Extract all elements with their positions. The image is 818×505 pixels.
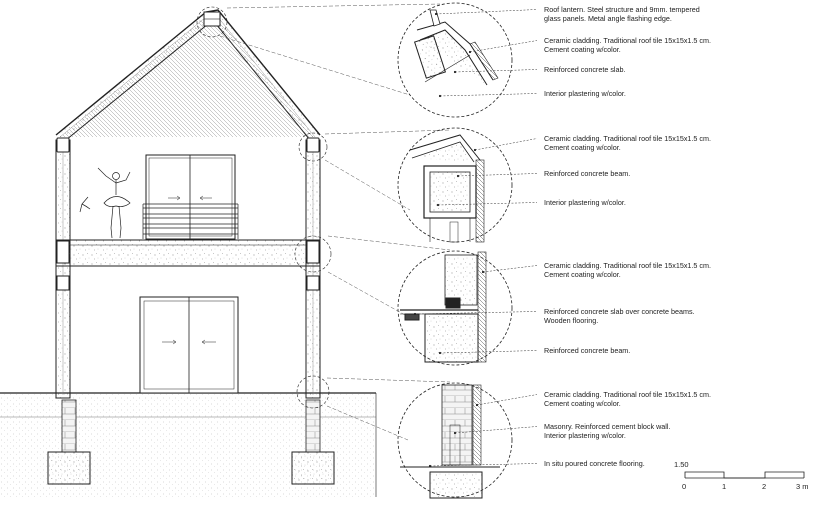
- annotation-text: Interior plastering w/color.: [544, 89, 626, 98]
- scale-tick-2: 2: [762, 482, 767, 491]
- leader-dot: [454, 71, 456, 73]
- detail-eave: [398, 128, 512, 242]
- leader-dot: [414, 313, 416, 315]
- scale-ratio: 1.50: [674, 460, 689, 469]
- scale-tick-0: 0: [682, 482, 687, 491]
- leader-line: [477, 395, 537, 406]
- annotation-text: Ceramic cladding. Traditional roof tile 15x15x1.5 cm.: [544, 36, 711, 45]
- upper-window: [143, 155, 238, 239]
- ground-floor-door: [140, 297, 238, 393]
- leader-dot: [482, 271, 484, 273]
- annotation-text: Interior plastering w/color.: [544, 198, 626, 207]
- leader-dot: [474, 149, 476, 151]
- right-wall: [306, 138, 320, 398]
- leader-dot: [439, 95, 441, 97]
- left-wall: [56, 138, 70, 398]
- leader-line: [436, 10, 537, 15]
- leader-dot: [429, 465, 431, 467]
- leader-dot: [476, 404, 478, 406]
- detail-floor-slab: [398, 251, 512, 365]
- annotation-text: Ceramic cladding. Traditional roof tile 15x15x1.5 cm.: [544, 134, 711, 143]
- annotation-text: Wooden flooring.: [544, 316, 599, 325]
- leader-dot: [457, 175, 459, 177]
- leader-dot: [435, 13, 437, 15]
- floor-slab: [56, 240, 320, 266]
- roof-lantern: [204, 12, 220, 26]
- annotation-text: Interior plastering w/color.: [544, 431, 626, 440]
- roof-slab: [56, 10, 320, 140]
- scale-bar: [674, 460, 809, 491]
- annotation-text: Ceramic cladding. Traditional roof tile 15x15x1.5 cm.: [544, 261, 711, 270]
- leader-line: [475, 139, 537, 151]
- annotation-text: In situ poured concrete flooring.: [544, 459, 645, 468]
- scale-tick-3: 3 m: [796, 482, 809, 491]
- annotation-text: Reinforced concrete slab.: [544, 65, 626, 74]
- leader-line: [440, 94, 537, 97]
- leader-dot: [437, 204, 439, 206]
- annotation-text: Cement coating w/color.: [544, 270, 621, 279]
- annotation-text: Reinforced concrete beam.: [544, 346, 631, 355]
- building-section: [0, 4, 450, 497]
- annotation-text: Masonry. Reinforced cement block wall.: [544, 422, 671, 431]
- leader-dot: [454, 432, 456, 434]
- ballerina-figure: [80, 168, 130, 238]
- annotation-text: Roof lantern. Steel structure and 9mm. tempered: [544, 5, 700, 14]
- annotation-text: Ceramic cladding. Traditional roof tile 15x15x1.5 cm.: [544, 390, 711, 399]
- annotation-text: Cement coating w/color.: [544, 45, 621, 54]
- detail-foundation: [398, 383, 512, 498]
- annotation-text: glass panels. Metal angle flashing edge.: [544, 14, 672, 23]
- annotation-text: Cement coating w/color.: [544, 399, 621, 408]
- leader-dot: [469, 51, 471, 53]
- annotation-text: Cement coating w/color.: [544, 143, 621, 152]
- leader-dot: [439, 352, 441, 354]
- annotation-text: Reinforced concrete slab over concrete beams.: [544, 307, 695, 316]
- annotation-text: Reinforced concrete beam.: [544, 169, 631, 178]
- detail-roof-lantern: [398, 3, 512, 117]
- scale-tick-1: 1: [722, 482, 727, 491]
- leader-line: [483, 266, 537, 273]
